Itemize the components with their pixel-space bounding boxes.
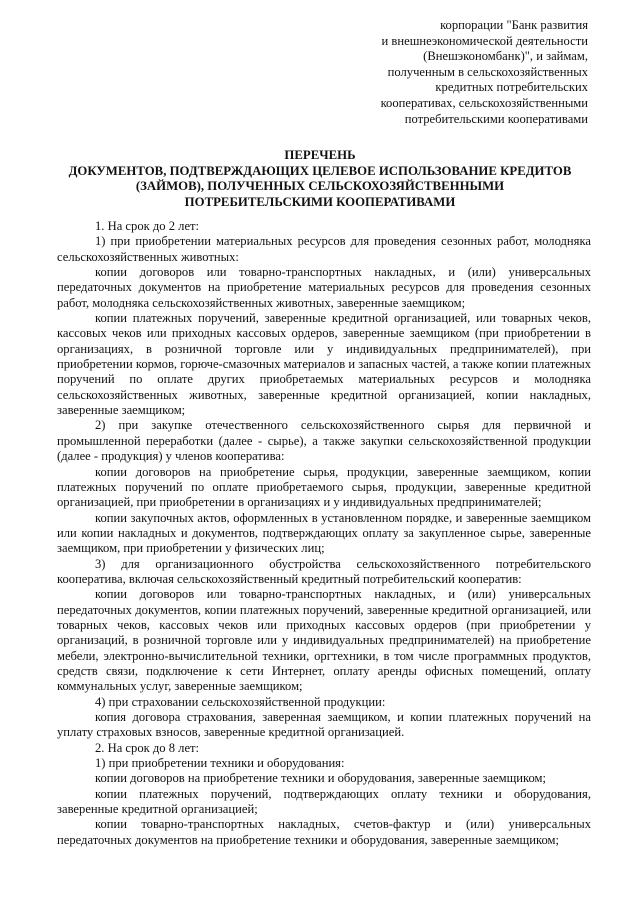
paragraph: копия договора страхования, заверенная заемщиком, и копии платежных поручений на уплату страховых взносов, заверенные кредитной организацией. — [57, 710, 591, 740]
header-line: (Внешэкономбанк)", и займам, — [423, 49, 588, 64]
paragraph: копии договоров или товарно-транспортных накладных, и (или) универсальных передаточных документов на приобретение материальных ресурсов для проведения сезонных работ, молодняка сельскохозяйственных животных, заверенные заемщиком; — [57, 265, 591, 310]
list-item: 1) при приобретении техники и оборудования: — [95, 756, 345, 771]
paragraph: копии договоров на приобретение сырья, продукции, заверенные заемщиком, копии платежных поручений по оплате приобретаемого сырья, продукции, заверенные кредитной организацией, при приобретении в организациях и у индивидуальных предпринимателей; — [57, 464, 591, 510]
header-line: корпорации "Банк развития — [440, 18, 588, 32]
title-line: ДОКУМЕНТОВ, ПОДТВЕРЖДАЮЩИХ ЦЕЛЕВОЕ ИСПОЛЬЗОВАНИЕ КРЕДИТОВ — [68, 163, 572, 178]
header-line: потребительскими кооперативами — [404, 111, 588, 126]
header-note — [381, 18, 588, 127]
header-line: кооперативах, сельскохозяйственными — [380, 95, 588, 110]
paragraph: копии закупочных актов, оформленных в установленном порядке, и заверенные заемщиком или копии накладных и документов, подтверждающих оплату за закупленное сырье, заверенные заемщиком, при приобретении у физических лиц; — [57, 510, 591, 556]
list-item: 2) при закупке отечественного сельскохозяйственного сырья для первичной и промышленной переработки (далее - сырье), а также закупки сельскохозяйственной продукции (далее - продукция) у членов кооператива: — [57, 418, 591, 464]
list-item: 1) при приобретении материальных ресурсов для проведения сезонных работ, молодняка сельскохозяйственных животных: — [57, 234, 591, 264]
paragraph: копии товарно-транспортных накладных, счетов-фактур и (или) универсальных передаточных документов на приобретение техники и оборудования, заверенные заемщиком; — [57, 817, 591, 847]
paragraph: копии платежных поручений, заверенные кредитной организацией, или товарных чеков, кассовых чеков или приходных кассовых ордеров, заверенные заемщиком (при приобретении в организациях, в розничной торговле или у индивидуальных предпринимателей), при приобретении кормов, горюче-смазочных материалов и запасных частей, а также копии платежных поручений по оплате других приобретаемых материальных ресурсов и молодняка сельскохозяйственных животных, заверенные кредитной организацией, копии накладных, заверенные заемщиком; — [57, 311, 591, 418]
header-line: полученным в сельскохозяйственных — [387, 64, 588, 79]
header-line: кредитных потребительских — [435, 80, 588, 95]
document-title — [50, 148, 590, 210]
paragraph: копии платежных поручений, подтверждающих оплату техники и оборудования, заверенные кредитной организацией; — [57, 786, 591, 817]
document-body — [57, 219, 591, 848]
paragraph: копии договоров или товарно-транспортных накладных, и (или) универсальных передаточных документов, копии платежных поручений, заверенные кредитной организацией, или товарных чеков, кассовых чеков или приходных кассовых ордеров (при приобретении у организаций, в розничной торговле или у индивидуальных предпринимателей) на приобретение мебели, электронно-вычислительной техники, оргтехники, в том числе программных продуктов, средств связи, подключение к сети Интернет, оплату аренды офисных помещений, оплату коммунальных услуг, заверенные заемщиком; — [57, 587, 591, 694]
title-line: (ЗАЙМОВ), ПОЛУЧЕННЫХ СЕЛЬСКОХОЗЯЙСТВЕННЫМИ — [135, 179, 505, 194]
title-line: ПЕРЕЧЕНЬ — [284, 148, 356, 162]
paragraph: копии договоров на приобретение техники и оборудования, заверенные заемщиком; — [95, 771, 547, 786]
list-item: 3) для организационного обустройства сельскохозяйственного потребительского кооператива, включая сельскохозяйственный кредитный потребительский кооператив: — [57, 556, 591, 586]
header-line: и внешнеэкономической деятельности — [381, 33, 588, 48]
section-heading: 2. На срок до 8 лет: — [95, 740, 200, 755]
list-item: 4) при страховании сельскохозяйственной продукции: — [95, 694, 386, 709]
title-line: ПОТРЕБИТЕЛЬСКИМИ КООПЕРАТИВАМИ — [184, 194, 456, 209]
section-heading: 1. На срок до 2 лет: — [95, 219, 200, 233]
